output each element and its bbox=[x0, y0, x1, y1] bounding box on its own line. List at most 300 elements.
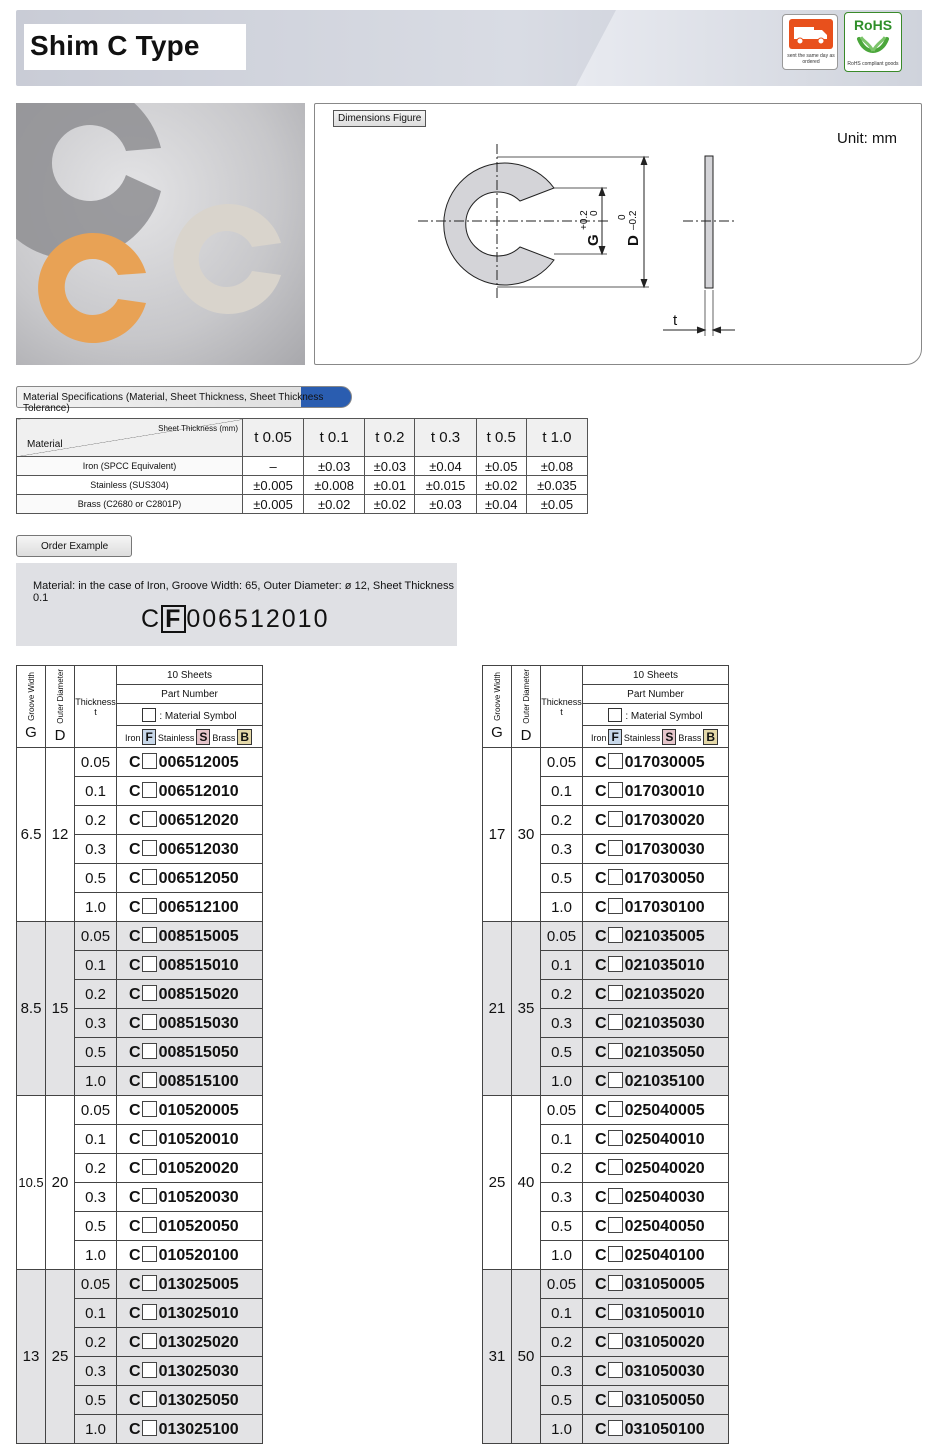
part-number-value: 025040005 bbox=[624, 1101, 705, 1119]
dimensions-figure-tab: Dimensions Figure bbox=[333, 110, 426, 127]
outer-diameter-cell: 40 bbox=[512, 1096, 541, 1270]
outer-diameter-cell: 50 bbox=[512, 1270, 541, 1444]
part-number-value: 013025005 bbox=[158, 1275, 239, 1293]
part-number-value: 017030020 bbox=[624, 811, 705, 829]
groove-symbol: G bbox=[25, 724, 37, 742]
part-number-cell bbox=[583, 1241, 729, 1270]
thickness-header bbox=[541, 666, 583, 748]
part-number-cell bbox=[583, 1212, 729, 1241]
thickness-cell: 0.2 bbox=[75, 1154, 117, 1183]
thickness-cell: 0.5 bbox=[541, 1212, 583, 1241]
part-number-table-left bbox=[16, 665, 263, 1444]
part-number-cell bbox=[583, 1125, 729, 1154]
groove-width-cell: 17 bbox=[483, 748, 512, 922]
part-number-value: 017030100 bbox=[624, 898, 705, 916]
order-code-symbol: F bbox=[161, 605, 186, 633]
groove-width-label: Groove Width bbox=[492, 671, 502, 721]
rohs-badge bbox=[844, 12, 902, 72]
thickness-cell: 1.0 bbox=[75, 1067, 117, 1096]
part-prefix: C bbox=[129, 1275, 141, 1293]
spec-tolerance-cell: ±0.03 bbox=[415, 495, 476, 514]
material-placeholder-box bbox=[608, 1362, 623, 1378]
material-placeholder-box bbox=[608, 753, 623, 769]
part-number-cell bbox=[583, 1038, 729, 1067]
material-placeholder-box bbox=[608, 1101, 623, 1117]
spec-tolerance-cell: ±0.05 bbox=[526, 495, 587, 514]
part-number-cell bbox=[117, 1241, 263, 1270]
stainless-symbol: S bbox=[662, 729, 676, 745]
thickness-cell: 1.0 bbox=[541, 1415, 583, 1444]
material-symbol-box bbox=[142, 708, 156, 722]
thickness-header: t 0.5 bbox=[476, 419, 526, 457]
spec-tolerance-cell: ±0.04 bbox=[476, 495, 526, 514]
part-number-value: 017030050 bbox=[624, 869, 705, 887]
thickness-cell: 0.5 bbox=[541, 1386, 583, 1415]
part-prefix: C bbox=[129, 985, 141, 1003]
thickness-cell: 0.2 bbox=[541, 980, 583, 1009]
part-number-cell bbox=[583, 1328, 729, 1357]
part-number-value: 017030030 bbox=[624, 840, 705, 858]
part-number-value: 010520100 bbox=[158, 1246, 239, 1264]
specs-corner-header bbox=[17, 419, 243, 457]
dimensions-figure bbox=[314, 103, 922, 365]
material-specs-title: Material Specifications (Material, Sheet Thickness, Sheet Thickness Tolerance) bbox=[23, 392, 324, 414]
thickness-cell: 0.2 bbox=[75, 806, 117, 835]
thickness-cell: 0.2 bbox=[541, 806, 583, 835]
order-example-code bbox=[141, 605, 329, 634]
material-placeholder-box bbox=[142, 1101, 157, 1117]
header-banner bbox=[16, 10, 922, 86]
part-number-cell bbox=[583, 835, 729, 864]
part-number-cell bbox=[583, 1415, 729, 1444]
thickness-cell: 0.3 bbox=[541, 1009, 583, 1038]
material-placeholder-box bbox=[608, 1275, 623, 1291]
table-row bbox=[483, 922, 729, 951]
part-number-cell bbox=[583, 1009, 729, 1038]
part-number-value: 008515050 bbox=[158, 1043, 239, 1061]
part-number-value: 031050100 bbox=[624, 1420, 705, 1438]
material-placeholder-box bbox=[142, 1043, 157, 1059]
material-placeholder-box bbox=[142, 898, 157, 914]
material-placeholder-box bbox=[608, 898, 623, 914]
table-row bbox=[483, 1096, 729, 1125]
thickness-cell: 0.3 bbox=[75, 1357, 117, 1386]
part-prefix: C bbox=[595, 1304, 607, 1322]
part-number-table-right bbox=[482, 665, 729, 1444]
iron-label: Iron bbox=[124, 732, 141, 743]
spec-tolerance-cell: ±0.02 bbox=[304, 495, 365, 514]
part-number-value: 025040010 bbox=[624, 1130, 705, 1148]
part-prefix: C bbox=[595, 1101, 607, 1119]
part-number-value: 031050005 bbox=[624, 1275, 705, 1293]
part-number-cell bbox=[117, 1386, 263, 1415]
spec-tolerance-cell: ±0.05 bbox=[476, 457, 526, 476]
thickness-cell: 0.5 bbox=[541, 864, 583, 893]
spec-tolerance-cell: ±0.08 bbox=[526, 457, 587, 476]
part-number-cell bbox=[583, 1299, 729, 1328]
part-prefix: C bbox=[129, 1246, 141, 1264]
order-example-title: Order Example bbox=[41, 541, 109, 552]
thickness-cell: 1.0 bbox=[75, 1415, 117, 1444]
thickness-header: t 0.1 bbox=[304, 419, 365, 457]
thickness-cell: 0.3 bbox=[541, 1357, 583, 1386]
material-placeholder-box bbox=[608, 956, 623, 972]
material-placeholder-box bbox=[142, 956, 157, 972]
part-prefix: C bbox=[129, 1072, 141, 1090]
material-placeholder-box bbox=[608, 1333, 623, 1349]
material-symbol-label: : Material Symbol bbox=[159, 710, 237, 722]
material-placeholder-box bbox=[608, 1217, 623, 1233]
spec-row bbox=[17, 495, 588, 514]
part-number-value: 008515020 bbox=[158, 985, 239, 1003]
part-number-value: 021035100 bbox=[624, 1072, 705, 1090]
part-number-value: 006512030 bbox=[158, 840, 239, 858]
part-number-cell bbox=[583, 1386, 729, 1415]
material-placeholder-box bbox=[142, 1130, 157, 1146]
part-prefix: C bbox=[129, 1130, 141, 1148]
thickness-cell: 0.2 bbox=[541, 1328, 583, 1357]
material-symbol-legend bbox=[117, 726, 263, 748]
thickness-cell: 0.05 bbox=[541, 1096, 583, 1125]
thickness-cell: 0.3 bbox=[541, 1183, 583, 1212]
part-number-value: 010520030 bbox=[158, 1188, 239, 1206]
table-row bbox=[483, 748, 729, 777]
material-placeholder-box bbox=[608, 782, 623, 798]
thickness-symbol: t bbox=[560, 706, 563, 717]
part-number-value: 021035005 bbox=[624, 927, 705, 945]
part-number-value: 013025100 bbox=[158, 1420, 239, 1438]
thickness-cell: 0.5 bbox=[75, 1212, 117, 1241]
part-prefix: C bbox=[129, 782, 141, 800]
spec-tolerance-cell: ±0.04 bbox=[415, 457, 476, 476]
part-prefix: C bbox=[595, 869, 607, 887]
thickness-cell: 0.1 bbox=[75, 1299, 117, 1328]
thickness-cell: 0.2 bbox=[541, 1154, 583, 1183]
outer-diameter-cell: 12 bbox=[46, 748, 75, 922]
groove-width-cell: 6.5 bbox=[17, 748, 46, 922]
part-number-cell bbox=[117, 864, 263, 893]
part-number-value: 031050010 bbox=[624, 1304, 705, 1322]
part-number-value: 013025030 bbox=[158, 1362, 239, 1380]
part-prefix: C bbox=[595, 782, 607, 800]
d-tol-lower: –0.2 bbox=[628, 210, 639, 230]
part-prefix: C bbox=[595, 985, 607, 1003]
part-number-value: 006512050 bbox=[158, 869, 239, 887]
material-placeholder-box bbox=[608, 1043, 623, 1059]
material-placeholder-box bbox=[142, 1391, 157, 1407]
part-prefix: C bbox=[595, 1333, 607, 1351]
spec-tolerance-cell: ±0.01 bbox=[365, 476, 415, 495]
thickness-cell: 0.3 bbox=[75, 1009, 117, 1038]
part-number-cell bbox=[583, 777, 729, 806]
thickness-cell: 0.3 bbox=[75, 1183, 117, 1212]
part-number-cell bbox=[583, 1183, 729, 1212]
material-placeholder-box bbox=[608, 840, 623, 856]
part-number-cell bbox=[117, 1270, 263, 1299]
material-placeholder-box bbox=[142, 753, 157, 769]
t-dim-label: t bbox=[673, 312, 678, 329]
thickness-header: t 1.0 bbox=[526, 419, 587, 457]
part-number-cell bbox=[117, 1154, 263, 1183]
thickness-label: Thickness bbox=[75, 696, 116, 707]
d-tol-upper: 0 bbox=[617, 214, 628, 220]
material-placeholder-box bbox=[142, 811, 157, 827]
part-prefix: C bbox=[595, 1420, 607, 1438]
table-row bbox=[483, 1270, 729, 1299]
outer-diameter-cell: 25 bbox=[46, 1270, 75, 1444]
thickness-cell: 0.05 bbox=[541, 748, 583, 777]
thickness-cell: 0.5 bbox=[75, 1038, 117, 1067]
part-number-value: 031050020 bbox=[624, 1333, 705, 1351]
thickness-cell: 1.0 bbox=[541, 1241, 583, 1270]
part-number-value: 031050050 bbox=[624, 1391, 705, 1409]
material-placeholder-box bbox=[608, 869, 623, 885]
part-number-cell bbox=[117, 748, 263, 777]
part-prefix: C bbox=[129, 869, 141, 887]
product-photo bbox=[16, 103, 305, 365]
part-prefix: C bbox=[129, 1014, 141, 1032]
part-number-cell bbox=[117, 835, 263, 864]
iron-symbol: F bbox=[608, 729, 621, 745]
part-number-cell bbox=[117, 1009, 263, 1038]
spec-tolerance-cell: ±0.035 bbox=[526, 476, 587, 495]
material-placeholder-box bbox=[142, 840, 157, 856]
material-placeholder-box bbox=[142, 1304, 157, 1320]
spec-tolerance-cell: ±0.03 bbox=[365, 457, 415, 476]
part-number-cell bbox=[583, 1154, 729, 1183]
part-number-value: 010520010 bbox=[158, 1130, 239, 1148]
brass-label: Brass bbox=[212, 732, 236, 743]
thickness-symbol: t bbox=[94, 706, 97, 717]
part-prefix: C bbox=[129, 1043, 141, 1061]
part-number-value: 010520050 bbox=[158, 1217, 239, 1235]
material-symbol-header bbox=[583, 704, 729, 726]
part-prefix: C bbox=[129, 927, 141, 945]
part-prefix: C bbox=[595, 1217, 607, 1235]
part-number-cell bbox=[117, 1125, 263, 1154]
order-example-box bbox=[16, 563, 457, 646]
spec-tolerance-cell: ±0.02 bbox=[365, 495, 415, 514]
part-prefix: C bbox=[129, 1420, 141, 1438]
part-prefix: C bbox=[595, 1159, 607, 1177]
brass-symbol: B bbox=[703, 729, 718, 745]
outer-diameter-cell: 20 bbox=[46, 1096, 75, 1270]
part-number-value: 017030005 bbox=[624, 753, 705, 771]
groove-width-header bbox=[483, 666, 512, 748]
outer-diameter-label: Outer Diameter bbox=[55, 668, 65, 724]
part-number-value: 008515005 bbox=[158, 927, 239, 945]
material-placeholder-box bbox=[142, 1072, 157, 1088]
thickness-cell: 0.05 bbox=[541, 922, 583, 951]
part-number-cell bbox=[583, 864, 729, 893]
g-tol-upper: +0.2 bbox=[579, 210, 590, 230]
thickness-header: t 0.05 bbox=[243, 419, 304, 457]
material-placeholder-box bbox=[142, 869, 157, 885]
sheet-thickness-header: Sheet Thickness (mm) bbox=[158, 424, 238, 433]
groove-width-header bbox=[17, 666, 46, 748]
material-placeholder-box bbox=[142, 1014, 157, 1030]
part-number-value: 008515030 bbox=[158, 1014, 239, 1032]
g-dim-label: G bbox=[585, 234, 602, 246]
part-number-value: 010520005 bbox=[158, 1101, 239, 1119]
material-placeholder-box bbox=[608, 1391, 623, 1407]
material-header: Material bbox=[27, 439, 63, 450]
part-number-cell bbox=[117, 922, 263, 951]
material-symbol-legend bbox=[583, 726, 729, 748]
unit-label: Unit: mm bbox=[837, 130, 897, 147]
outer-diameter-cell: 15 bbox=[46, 922, 75, 1096]
part-prefix: C bbox=[129, 1333, 141, 1351]
material-placeholder-box bbox=[608, 811, 623, 827]
thickness-cell: 0.1 bbox=[541, 1125, 583, 1154]
order-code-prefix: C bbox=[141, 605, 162, 633]
part-number-cell bbox=[583, 1067, 729, 1096]
thickness-cell: 0.05 bbox=[541, 1270, 583, 1299]
thickness-cell: 0.05 bbox=[75, 922, 117, 951]
groove-width-cell: 13 bbox=[17, 1270, 46, 1444]
part-prefix: C bbox=[595, 1130, 607, 1148]
spec-tolerance-cell: ±0.015 bbox=[415, 476, 476, 495]
thickness-cell: 0.05 bbox=[75, 1270, 117, 1299]
part-prefix: C bbox=[129, 753, 141, 771]
part-number-cell bbox=[583, 1357, 729, 1386]
thickness-cell: 0.1 bbox=[541, 1299, 583, 1328]
spec-tolerance-cell: ±0.03 bbox=[304, 457, 365, 476]
part-prefix: C bbox=[595, 1362, 607, 1380]
groove-width-cell: 8.5 bbox=[17, 922, 46, 1096]
part-number-value: 021035050 bbox=[624, 1043, 705, 1061]
part-number-cell bbox=[117, 1357, 263, 1386]
material-placeholder-box bbox=[142, 1188, 157, 1204]
brass-symbol: B bbox=[237, 729, 252, 745]
material-placeholder-box bbox=[608, 1246, 623, 1262]
thickness-header: t 0.2 bbox=[365, 419, 415, 457]
brass-label: Brass bbox=[678, 732, 702, 743]
part-prefix: C bbox=[129, 956, 141, 974]
part-number-value: 031050030 bbox=[624, 1362, 705, 1380]
material-placeholder-box bbox=[142, 1217, 157, 1233]
part-prefix: C bbox=[595, 1072, 607, 1090]
part-number-cell bbox=[117, 1212, 263, 1241]
iron-symbol: F bbox=[142, 729, 155, 745]
thickness-cell: 0.5 bbox=[75, 1386, 117, 1415]
spec-tolerance-cell: ±0.02 bbox=[476, 476, 526, 495]
spec-material-label: Brass (C2680 or C2801P) bbox=[17, 495, 243, 514]
thickness-cell: 0.05 bbox=[75, 1096, 117, 1125]
part-prefix: C bbox=[129, 1188, 141, 1206]
rohs-word: RoHS bbox=[853, 17, 893, 33]
material-placeholder-box bbox=[142, 1275, 157, 1291]
part-number-cell bbox=[583, 922, 729, 951]
thickness-cell: 0.1 bbox=[75, 1125, 117, 1154]
part-number-cell bbox=[583, 951, 729, 980]
thickness-cell: 1.0 bbox=[75, 1241, 117, 1270]
part-prefix: C bbox=[129, 898, 141, 916]
part-number-cell bbox=[117, 1096, 263, 1125]
rohs-text: RoHS compliant goods bbox=[847, 61, 899, 67]
part-number-cell bbox=[117, 1299, 263, 1328]
thickness-cell: 1.0 bbox=[75, 893, 117, 922]
material-placeholder-box bbox=[142, 782, 157, 798]
part-number-value: 013025010 bbox=[158, 1304, 239, 1322]
material-placeholder-box bbox=[608, 1159, 623, 1175]
sheets-header: 10 Sheets bbox=[117, 666, 263, 685]
shim-photo-illustration bbox=[16, 103, 305, 365]
part-header-row bbox=[483, 666, 729, 685]
title-box bbox=[24, 24, 246, 70]
spec-material-label: Stainless (SUS304) bbox=[17, 476, 243, 495]
thickness-cell: 0.1 bbox=[541, 777, 583, 806]
part-header-row bbox=[17, 666, 263, 685]
part-number-cell bbox=[583, 1096, 729, 1125]
part-number-value: 008515100 bbox=[158, 1072, 239, 1090]
same-day-shipping-badge bbox=[782, 14, 838, 70]
part-prefix: C bbox=[129, 811, 141, 829]
order-code-rest: 006512010 bbox=[186, 605, 330, 633]
page-title: Shim C Type bbox=[30, 30, 200, 61]
thickness-header: t 0.3 bbox=[415, 419, 476, 457]
thickness-label: Thickness bbox=[541, 696, 582, 707]
stainless-label: Stainless bbox=[157, 732, 195, 743]
part-number-value: 010520020 bbox=[158, 1159, 239, 1177]
part-number-value: 021035030 bbox=[624, 1014, 705, 1032]
material-placeholder-box bbox=[608, 1188, 623, 1204]
part-prefix: C bbox=[595, 1043, 607, 1061]
part-number-cell bbox=[583, 1270, 729, 1299]
thickness-cell: 0.5 bbox=[75, 864, 117, 893]
iron-label: Iron bbox=[590, 732, 607, 743]
spec-row bbox=[17, 476, 588, 495]
part-prefix: C bbox=[595, 1275, 607, 1293]
groove-width-label: Groove Width bbox=[26, 671, 36, 721]
material-placeholder-box bbox=[608, 1130, 623, 1146]
material-placeholder-box bbox=[608, 985, 623, 1001]
part-number-value: 006512010 bbox=[158, 782, 239, 800]
thickness-cell: 0.2 bbox=[75, 1328, 117, 1357]
part-number-header: Part Number bbox=[117, 685, 263, 704]
outer-diameter-symbol: D bbox=[520, 727, 532, 745]
thickness-cell: 0.05 bbox=[75, 748, 117, 777]
thickness-cell: 0.3 bbox=[75, 835, 117, 864]
spec-row bbox=[17, 457, 588, 476]
part-number-value: 006512020 bbox=[158, 811, 239, 829]
thickness-header bbox=[75, 666, 117, 748]
part-prefix: C bbox=[129, 1101, 141, 1119]
part-number-value: 008515010 bbox=[158, 956, 239, 974]
outer-diameter-symbol: D bbox=[54, 727, 66, 745]
stainless-symbol: S bbox=[196, 729, 210, 745]
material-placeholder-box bbox=[142, 985, 157, 1001]
part-number-cell bbox=[583, 980, 729, 1009]
thickness-cell: 0.1 bbox=[541, 951, 583, 980]
part-number-cell bbox=[117, 893, 263, 922]
table-row bbox=[17, 748, 263, 777]
part-number-cell bbox=[117, 1328, 263, 1357]
part-number-value: 025040030 bbox=[624, 1188, 705, 1206]
material-placeholder-box bbox=[608, 1420, 623, 1436]
g-tol-lower: 0 bbox=[589, 210, 600, 216]
part-prefix: C bbox=[595, 927, 607, 945]
part-number-cell bbox=[583, 748, 729, 777]
part-prefix: C bbox=[129, 1362, 141, 1380]
material-placeholder-box bbox=[142, 1159, 157, 1175]
order-example-tab bbox=[16, 535, 132, 557]
groove-symbol: G bbox=[491, 724, 503, 742]
thickness-cell: 1.0 bbox=[541, 1067, 583, 1096]
material-placeholder-box bbox=[142, 1333, 157, 1349]
material-symbol-header bbox=[117, 704, 263, 726]
part-number-cell bbox=[117, 777, 263, 806]
